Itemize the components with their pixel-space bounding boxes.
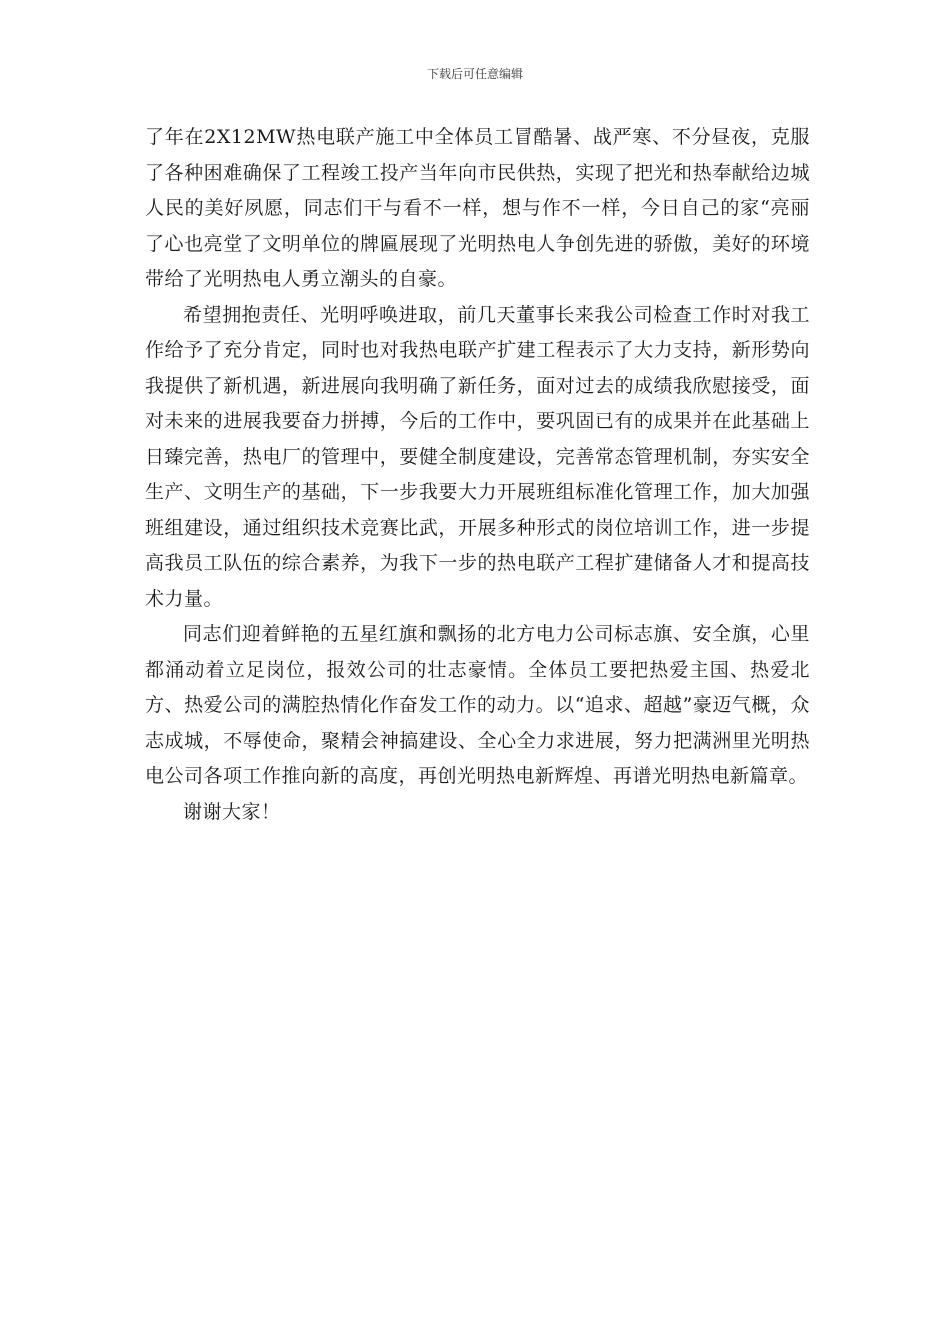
closing-paragraph: 谢谢大家！ — [183, 800, 281, 823]
paragraph: 希望拥抱责任、光明呼唤进取，前几天董事长来我公司检查工作时对我工作给予了充分肯定，同时也对我热电联产扩建工程表示了大力支持，新形势向我提供了新机遇，新进展向我明确了新任务，面对过去的成绩我欣慰接受，面对未来的进展我要奋力拼搏，今后的工作中，要巩固已有的成果并在此基础上日臻完善，热电厂的管理中，要健全制度建设，完善常态管理机制，夯实安全生产、文明生产的基础，下一步我要大力开展班组标准化管理工作，加大加强班组建设，通过组织技术竞赛比武，开展多种形式的岗位培训工作，进一步提高我员工队伍的综合素养，为我下一步的热电联产工程扩建储备人才和提高技术力量。 — [145, 303, 810, 610]
paragraph: 同志们迎着鲜艳的五星红旗和飘扬的北方电力公司标志旗、安全旗，心里都涌动着立足岗位，报效公司的壮志豪情。全体员工要把热爱主国、热爱北方、热爱公司的满腔热情化作奋发工作的动力。以“追求、超越”豪迈气概，众志成城，不辱使命，聚精会神搞建设、全心全力求进展，努力把满洲里光明热电公司各项工作推向新的高度，再创光明热电新辉煌、再谱光明热电新篇章。 — [145, 623, 810, 787]
document-body — [145, 120, 810, 830]
header-note: 下载后可任意编辑 — [426, 67, 523, 81]
paragraph-continuation: 了年在2X12MW热电联产施工中全体员工冒酷暑、战严寒、不分昼夜，克服了各种困难确保了工程竣工投产当年向市民供热，实现了把光和热奉献给边城人民的美好夙愿，同志们干与看不一样，想与作不一样，今日自己的家“亮丽了心也亮堂了文明单位的牌匾展现了光明热电人争创先进的骄傲，美好的环境带给了光明热电人勇立潮头的自豪。 — [145, 126, 810, 290]
